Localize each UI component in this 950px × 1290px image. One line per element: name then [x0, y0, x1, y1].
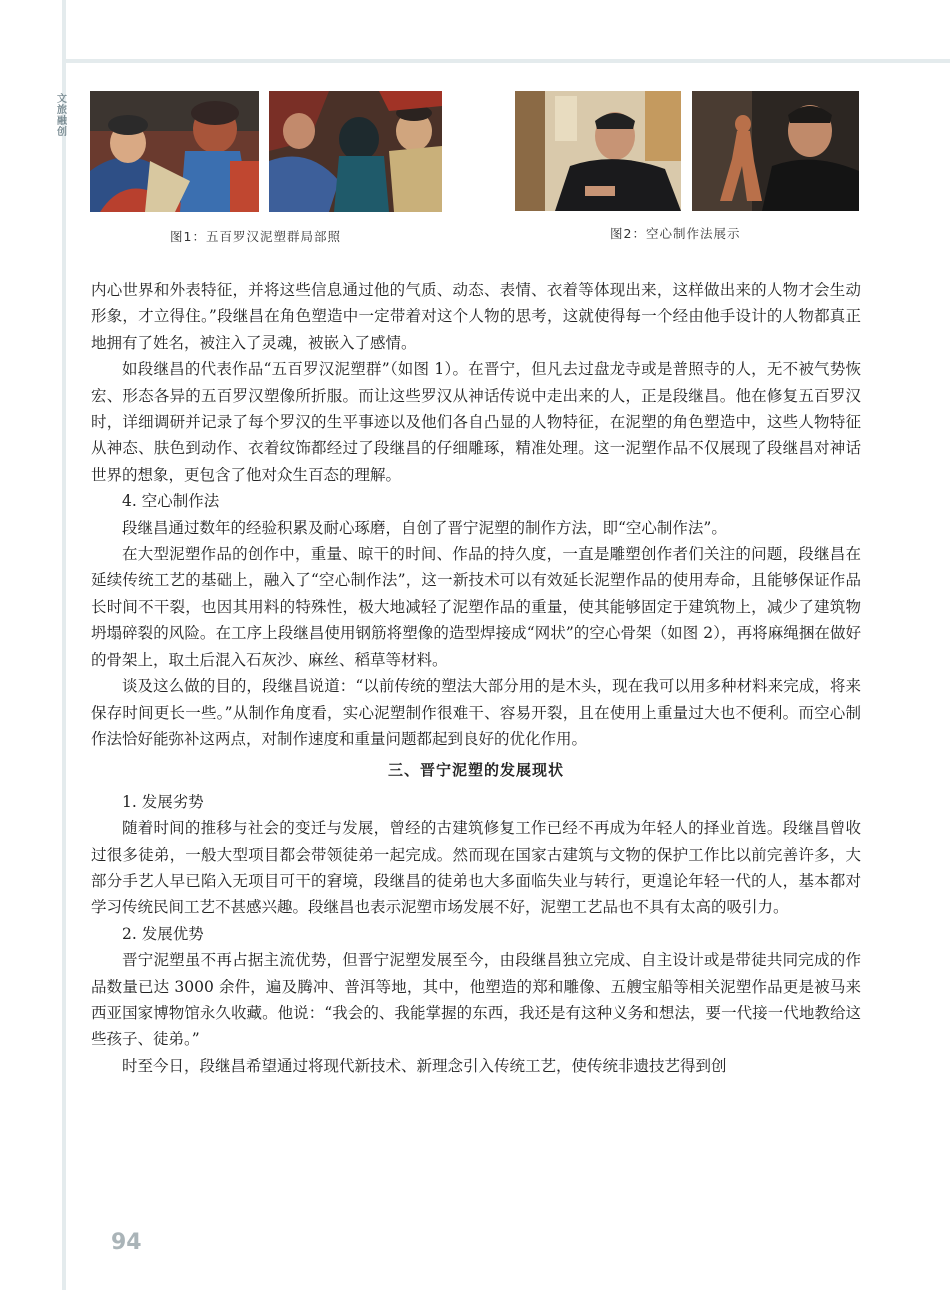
section-tag-char: 创 [57, 127, 67, 138]
subheading: 2. 发展优势 [122, 924, 204, 943]
figure-2-photo-right [692, 91, 859, 211]
section-tag-char: 文 [57, 94, 67, 105]
figure-1-photo-left [90, 91, 259, 212]
paragraph: 在大型泥塑作品的创作中，重量、晾干的时间、作品的持久度，一直是雕塑创作者们关注的问题，段继昌在延续传统工艺的基础上，融入了“空心制作法”，这一新技术可以有效延长泥塑作品的使用寿命，且能够保证作品长时间不干裂，也因其用料的特殊性，极大地减轻了泥塑作品的重量，使其能够固定于建筑物上，减少了建筑物坍塌碎裂的风险。在工序上段继昌使用钢筋将塑像的造型焊接成“网状”的空心骨架（如图 2），再将麻绳捆在做好的骨架上，取土后混入石灰沙、麻丝、稻草等材料。 [91, 545, 861, 669]
paragraph: 晋宁泥塑虽不再占据主流优势，但晋宁泥塑发展至今，由段继昌独立完成、自主设计或是带徒共同完成的作品数量已达 3000 余件，遍及腾冲、普洱等地，其中，他塑造的郑和雕像、五艘宝船等相关泥塑作品更是被马来西亚国家博物馆永久收藏。他说：“我会的、我能掌握的东西，我还是有这种义务和想法，要一代接一代地教给这些孩子、徒弟。” [91, 951, 861, 1049]
figure-1-photo-right [269, 91, 442, 212]
subheading: 4. 空心制作法 [122, 492, 220, 511]
section-tag [56, 94, 68, 138]
figure-2-caption: 图2：空心制作法展示 [610, 226, 741, 241]
paragraph: 内心世界和外表特征，并将这些信息通过他的气质、动态、表情、衣着等体现出来，这样做出来的人物才会生动形象，才立得住。”段继昌在角色塑造中一定带着对这个人物的思考，这就使得每一个经由他手设计的人物都真正地拥有了姓名，被注入了灵魂，被嵌入了感情。 [91, 281, 861, 352]
figure-1-caption: 图1：五百罗汉泥塑群局部照 [170, 229, 341, 244]
header-rule [62, 59, 950, 63]
paragraph: 随着时间的推移与社会的变迁与发展，曾经的古建筑修复工作已经不再成为年轻人的择业首选。段继昌曾收过很多徒弟，一般大型项目都会带领徒弟一起完成。然而现在国家古建筑与文物的保护工作比以前完善许多，大部分手艺人早已陷入无项目可干的窘境，段继昌的徒弟也大多面临失业与转行，更遑论年轻一代的人，基本都对学习传统民间工艺不甚感兴趣。段继昌也表示泥塑市场发展不好，泥塑工艺品也不具有太高的吸引力。 [91, 819, 861, 917]
section-tag-char: 旅 [57, 105, 67, 116]
paragraph: 如段继昌的代表作品“五百罗汉泥塑群”（如图 1）。在晋宁，但凡去过盘龙寺或是普照寺的人，无不被气势恢宏、形态各异的五百罗汉塑像所折服。而让这些罗汉从神话传说中走出来的人，正是段继昌。他在修复五百罗汉时，详细调研并记录了每个罗汉的生平事迹以及他们各自凸显的人物特征，在泥塑的角色塑造中，这些人物特征从神态、肤色到动作、衣着纹饰都经过了段继昌的仔细雕琢，精准处理。这一泥塑作品不仅展现了段继昌对神话世界的想象，更包含了他对众生百态的理解。 [91, 360, 861, 484]
page-number: 94 [111, 1230, 142, 1255]
paragraph: 谈及这么做的目的，段继昌说道：“以前传统的塑法大部分用的是木头，现在我可以用多种材料来完成，将来保存时间更长一些。”从制作角度看，实心泥塑制作很难干、容易开裂，且在使用上重量过大也不便利。而空心制作法恰好能弥补这两点，对制作速度和重量问题都起到良好的优化作用。 [91, 677, 861, 748]
subheading: 1. 发展劣势 [122, 792, 204, 811]
section-tag-char: 融 [57, 116, 67, 127]
page-margin [0, 0, 62, 1290]
paragraph: 时至今日，段继昌希望通过将现代新技术、新理念引入传统工艺，使传统非遗技艺得到创 [122, 1056, 727, 1075]
figure-2-photo-left [515, 91, 681, 211]
margin-rule-vertical [62, 0, 66, 1290]
article-body [91, 277, 861, 1079]
paragraph: 段继昌通过数年的经验积累及耐心琢磨，自创了晋宁泥塑的制作方法，即“空心制作法”。 [122, 518, 727, 537]
section-heading: 三、晋宁泥塑的发展现状 [387, 761, 564, 780]
